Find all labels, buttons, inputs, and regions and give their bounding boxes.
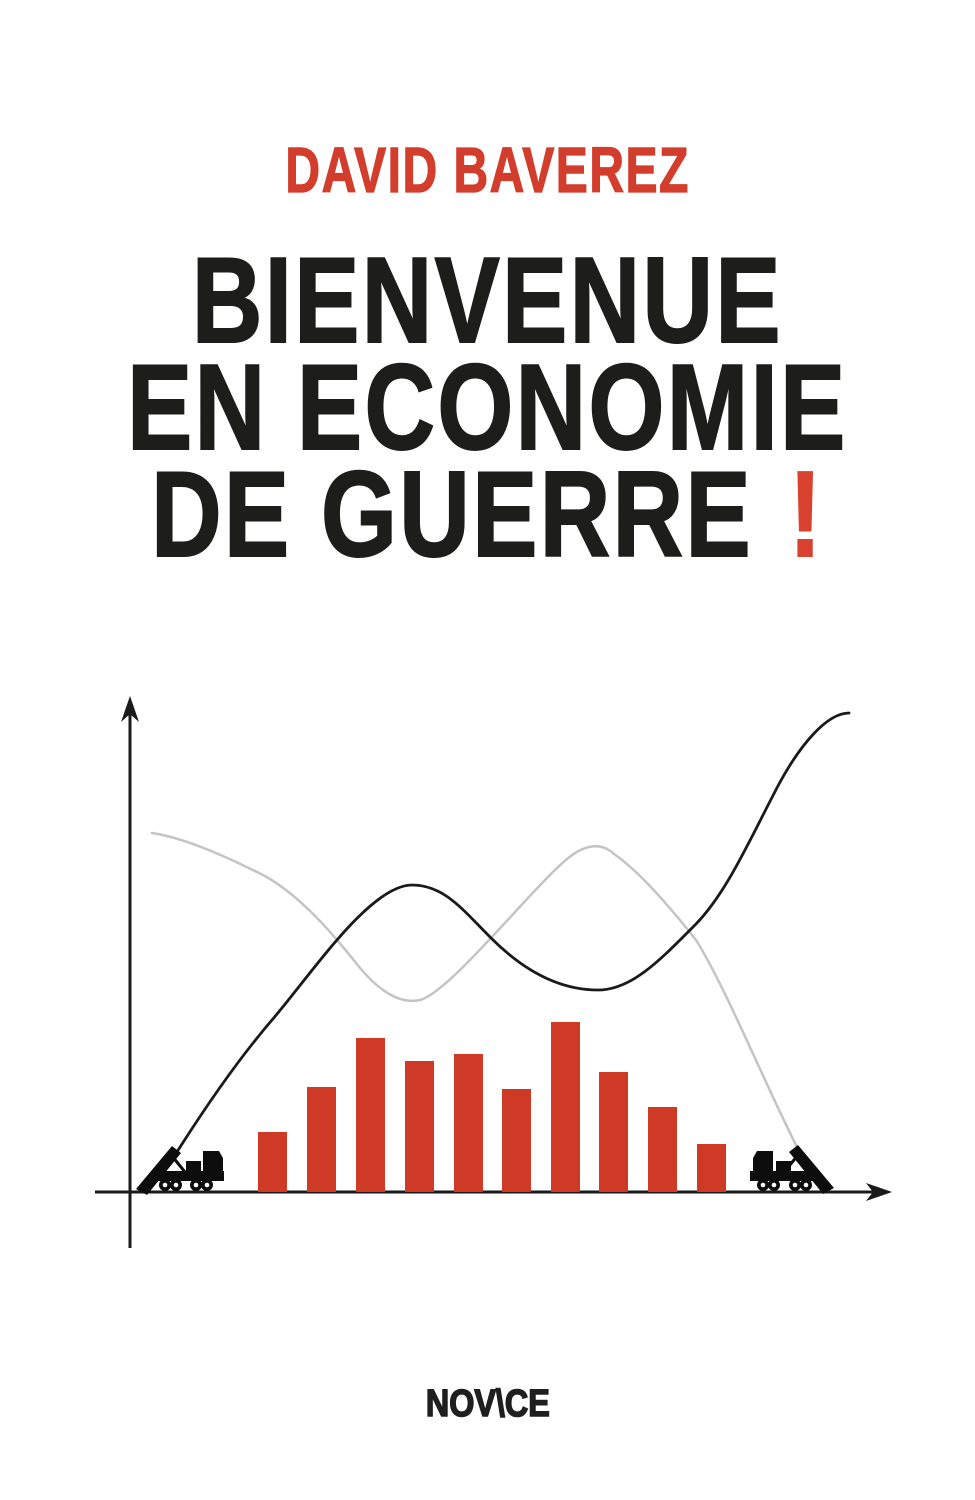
bar-10 xyxy=(697,1144,726,1192)
curve-series xyxy=(152,713,849,1163)
publisher-logo: NOV\CE xyxy=(425,1382,550,1425)
missile-launcher-truck-right-icon xyxy=(750,1145,834,1194)
bar-series xyxy=(258,1022,726,1192)
bar-2 xyxy=(307,1087,336,1192)
bar-9 xyxy=(648,1107,677,1192)
bar-4 xyxy=(405,1061,434,1192)
title-line-1: BIENVENUE xyxy=(191,231,784,368)
publisher-block xyxy=(0,1384,975,1424)
bar-7 xyxy=(551,1022,580,1192)
exclamation-mark: ! xyxy=(788,445,824,582)
author-name: DAVID BAVEREZ xyxy=(285,134,690,206)
missile-launcher-truck-left-icon xyxy=(136,1146,224,1195)
bar-5 xyxy=(454,1054,483,1192)
bar-1 xyxy=(258,1132,287,1192)
bar-6 xyxy=(502,1089,531,1192)
title-line-3: DE GUERRE xyxy=(151,445,753,582)
bar-3 xyxy=(356,1038,385,1192)
title-line-2: EN ECONOMIE xyxy=(127,338,848,475)
bar-8 xyxy=(599,1072,628,1192)
